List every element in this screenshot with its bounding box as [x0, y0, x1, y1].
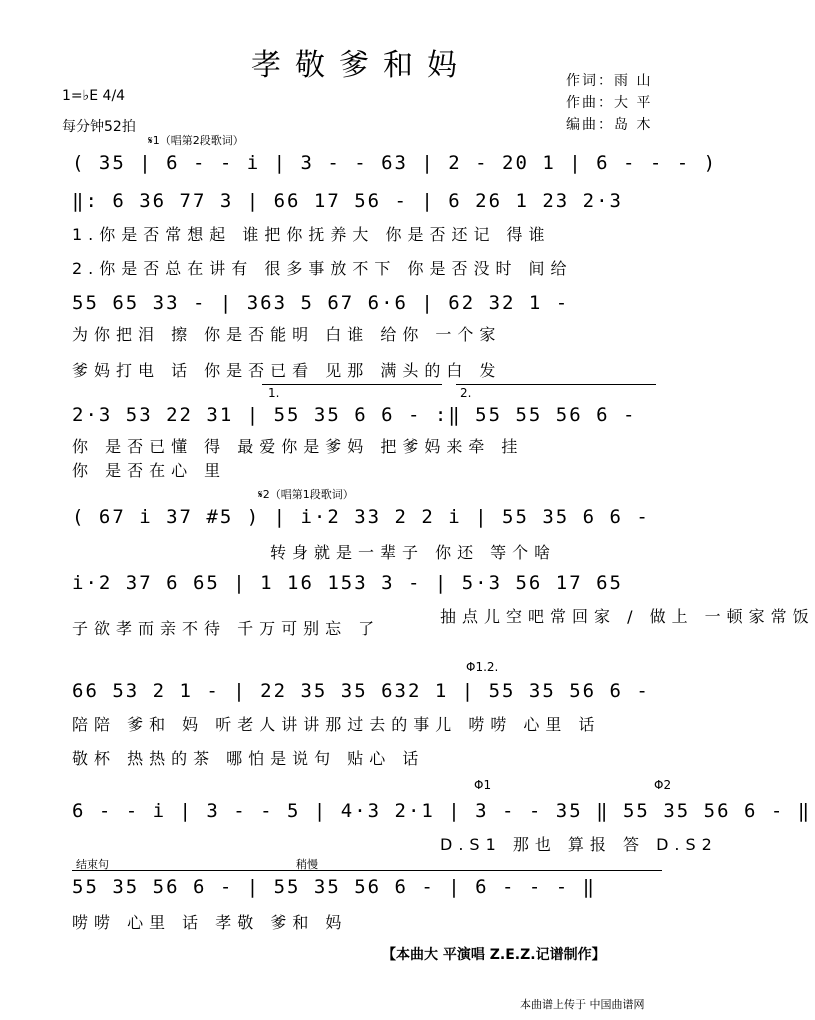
second-ending-bracket: [456, 384, 656, 385]
staff-line-1-notes: ( 35 | 6 - - i | 3 - - 63 | 2 - 20 1 | 6 - - - ): [72, 152, 718, 174]
arranger-credit: 编曲：岛 木: [566, 117, 653, 133]
first-ending-bracket: [262, 384, 442, 385]
staff-line-9-lyrics: 唠唠 心里 话 孝敬 爹和 妈: [72, 913, 348, 932]
staff-line-2-lyrics-verse1: 1.你是否常想起 谁把你抚养大 你是否还记 得谁: [72, 225, 551, 244]
lyricist-credit: 作词：雨 山: [566, 73, 653, 89]
coda-mark-1: Φ1: [474, 778, 492, 792]
final-phrase-bracket: [72, 870, 662, 871]
staff-line-7-notes: 66 53 2 1 - | 22 35 35 632 1 | 55 35 56 6 -: [72, 680, 650, 702]
key-signature: 1=♭E 4/4: [62, 88, 126, 104]
staff-line-8-lyrics: D.S1 那也 算报 答 D.S2: [440, 835, 718, 854]
staff-line-3-lyrics-verse2: 爹妈打电 话 你是否已看 见那 满头的白 发: [72, 361, 502, 380]
footer-source: [520, 996, 645, 1012]
first-ending-label: 1.: [268, 386, 280, 400]
composer-credit: 作曲：大 平: [566, 95, 653, 111]
final-phrase-label: 结束句: [76, 858, 109, 871]
staff-line-2-lyrics-verse2: 2.你是否总在讲有 很多事放不下 你是否没时 间给: [72, 259, 573, 278]
staff-line-6-notes: i·2 37 6 65 | 1 16 153 3 - | 5·3 56 17 65: [72, 572, 623, 594]
second-ending-label: 2.: [460, 386, 472, 400]
staff-line-2-notes: ‖: 6 36 77 3 | 66 17 56 - | 6 26 1 23 2·3: [72, 190, 623, 212]
staff-line-4-lyrics-verse1: 你 是否已懂 得 最爱你是爹妈 把爹妈来牵 挂: [72, 437, 524, 456]
production-credit-box: 【本曲大 平演唱 Z.E.Z.记谱制作】: [382, 947, 606, 963]
staff-line-7-lyrics-verse2: 敬杯 热热的茶 哪怕是说句 贴心 话: [72, 749, 425, 768]
segno-1-note: 𝄋1（唱第2段歌词）: [148, 134, 244, 147]
staff-line-5-lyrics: 转身就是一辈子 你还 等个啥: [270, 543, 557, 562]
staff-line-5-notes: ( 67 i 37 #5 ) | i·2 33 2 2 i | 55 35 6 6 -: [72, 506, 650, 528]
staff-line-3-lyrics-verse1: 为你把泪 擦 你是否能明 白谁 给你 一个家: [72, 325, 502, 344]
staff-line-6-lyrics-verse1: 子欲孝而亲不待 千万可别忘 了: [72, 619, 381, 638]
coda-1-2-label: Φ1.2.: [466, 660, 499, 674]
song-title: 孝敬爹和妈: [251, 48, 471, 83]
coda-mark-2: Φ2: [654, 778, 672, 792]
footer-text: 本曲谱上传于 中国曲谱网: [520, 998, 645, 1011]
segno-2-note: 𝄋2（唱第1段歌词）: [258, 488, 354, 501]
staff-line-4-lyrics-verse2: 你 是否在心 里: [72, 461, 227, 480]
staff-line-7-lyrics-verse1: 陪陪 爹和 妈 听老人讲讲那过去的事儿 唠唠 心里 话: [72, 715, 601, 734]
tempo-marking: 每分钟52拍: [62, 119, 136, 135]
staff-line-6-lyrics-verse2: 抽点儿空吧常回家 / 做上 一顿家常饭: [440, 607, 815, 626]
staff-line-8-notes: 6 - - i | 3 - - 5 | 4·3 2·1 | 3 - - 35 ‖ 55 35 56 6 - ‖: [72, 800, 812, 822]
staff-line-9-notes: 55 35 56 6 - | 55 35 56 6 - | 6 - - - ‖: [72, 876, 597, 898]
slower-tempo-label: 稍慢: [296, 858, 318, 871]
staff-line-4-notes: 2·3 53 22 31 | 55 35 6 6 - :‖ 55 55 56 6 -: [72, 404, 637, 426]
staff-line-3-notes: 55 65 33 - | 363 5 67 6·6 | 62 32 1 -: [72, 292, 570, 314]
